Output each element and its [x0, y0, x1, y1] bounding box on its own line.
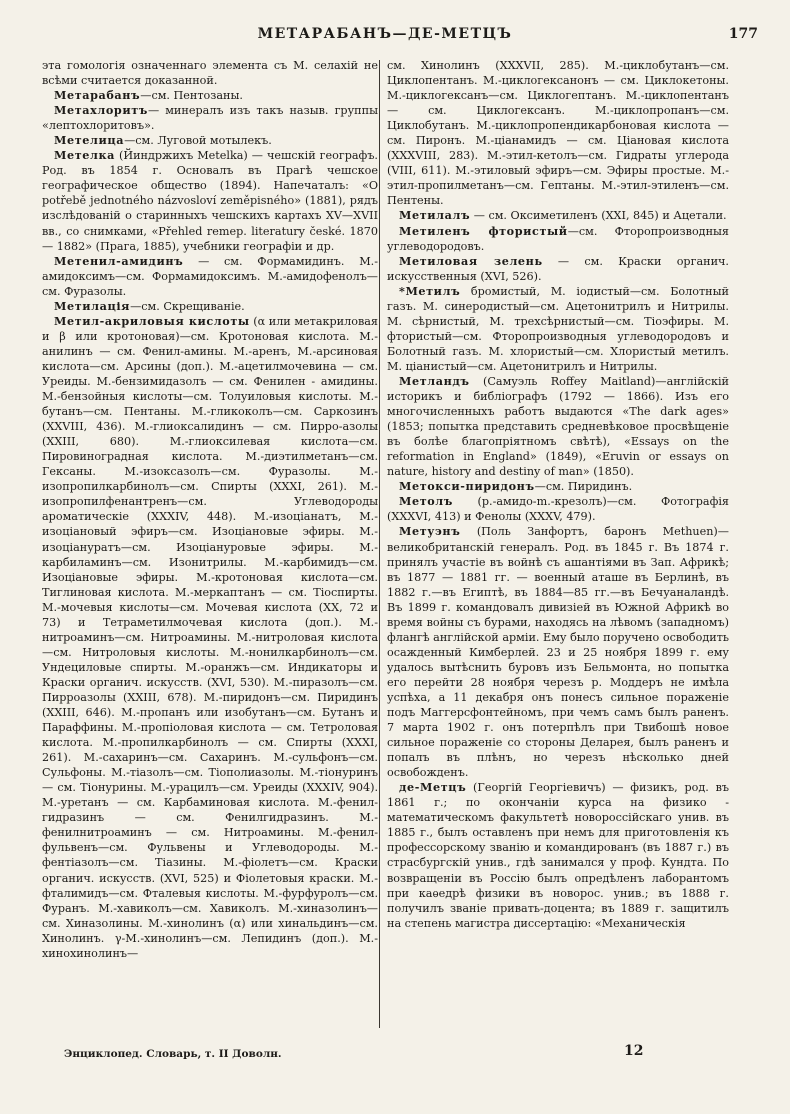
- entry-headword: Метахлоритъ: [54, 103, 148, 118]
- entry-text: (Йиндржихъ Metelka) — чешскій географъ. Род. въ 1854 г. Основалъ въ Прагѣ чешское географическое общество (1894). Напечаталъ: «O potřebě jednotného názvosloví zeměpisného» (1881), рядъ изслѣдованій о старинныхъ чешскихъ картахъ XV—XVII вв., со снимками, «Přehled remep. literatury české. 1870 — 1882» (Прага, 1885), учебники географіи и др.: [42, 149, 378, 253]
- entry-headword: Метилація: [54, 298, 131, 313]
- dictionary-entry: [387, 494, 729, 524]
- entry-text: —см. Пиридинъ.: [534, 480, 633, 494]
- dictionary-entry: [387, 284, 729, 374]
- entry-text: — см. Оксиметиленъ (XXI, 845) и Ацетали.: [470, 209, 727, 223]
- entry-text: бромистый, М. іодистый—см. Болотный газъ. М. синеродистый—см. Ацетонитрилъ и Нитрилы. М. сѣрнистый, М. трехсѣрнистый—см. Тіоэфиры. М. фтористый—см. Фторопроизводныя углеводородовъ и Болотный газъ. М. хлористый—см. Хлористый метилъ. М. ціанистый—см. Ацетонитрилъ и Нитрилы.: [387, 284, 729, 373]
- dictionary-entry: [42, 148, 378, 253]
- dictionary-entry: [387, 58, 729, 208]
- dictionary-entry: [42, 133, 378, 148]
- dictionary-entry: [42, 103, 378, 133]
- dictionary-entry: [42, 299, 378, 314]
- entry-text: —см. Луговой мотылекъ.: [124, 134, 272, 148]
- entry-text: (Георгій Георгіевичъ) — физикъ, род. въ 1861 г.; по окончаніи курса на физико - математическомъ факультетѣ новороссійскаго унив. въ 1885 г., былъ оставленъ при немъ для приготовленія къ профессорскому званію и командированъ (въ 1887 г.) въ страсбургскій унив., гдѣ занимался у проф. Кундта. По возвращеніи въ Россію былъ опредѣленъ лаборантомъ при каѳедрѣ физики въ новорос. унив.; въ 1888 г. получилъ званіе привать-доцента; въ 1889 г. защитилъ на степень магистра диссертацію: «Механическія: [387, 781, 729, 930]
- left-column: [42, 58, 378, 961]
- column-divider: [379, 60, 380, 1028]
- entry-text: — минералъ изъ такъ назыв. группы «лептохлоритовъ».: [42, 104, 378, 133]
- entry-headword: Метелица: [54, 133, 125, 148]
- entry-headword: Метолъ: [399, 494, 453, 509]
- entry-text: — см. Краски органич. искусственныя (XVI, 526).: [387, 254, 729, 283]
- dictionary-entry: [387, 374, 729, 479]
- entry-headword: Метелка: [54, 148, 115, 163]
- entry-text: (α или метакриловая и β или кротоновая)—см. Кротоновая кислота. М.-анилинъ — см. Фенил-амины. М.-аренъ, М.-арсиновая кислота—см. Арсины (доп.). М.-ацетилмочевина — см. Уреиды. М.-бензимидазолъ — см. Фенилен - амидины. М.-бензойныя кислоты—см. Толуиловыя кислоты. М.-бутанъ—см. Пентаны. М.-гликоколъ—см. Саркозинъ (XXVIII, 436). М.-глиоксалидинъ — см. Пирро-азолы (XXIII, 680). М.-глиоксилевая кислота—см. Пировиноградная кислота. М.-диэтилметанъ—см. Гексаны. М.-изоксазолъ—см. Фуразолы. М.-изопропилкарбинолъ—см. Спирты (XXXI, 261). М.-изопропилфенантренъ—см. Углеводороды ароматическіе (XXXIV, 448). М.-изоціанатъ, М.-изоціановый эфиръ—см. Изоціановые эфиры. М.-изоціануратъ—см. Изоціануровые эфиры. М.-карбиламинъ—см. Изонитрилы. М.-карбимидъ—см. Изоціановые эфиры. М.-кротоновая кислота—см. Тиглиновая кислота. М.-меркаптанъ — см. Тіоспирты. М.-мочевыя кислоты—см. Мочевая кислота (XX, 72 и 73) и Тетраметилмочевая кислота (доп.). М.-нитроаминъ—см. Нитроамины. М.-нитроловая кислота—см. Нитроловыя кислоты. М.-нонилкарбинолъ—см. Ундециловые спирты. М.-оранжъ—см. Индикаторы и Краски органич. искусств. (XVI, 530). М.-пиразолъ—см. Пирроазолы (XXIII, 678). М.-пиридонъ—см. Пиридинъ (XXIII, 646). М.-пропанъ или изобутанъ—см. Бутанъ и Параффины. М.-пропіоловая кислота — см. Тетроловая кислота. М.-пропилкарбинолъ — см. Спирты (XXXI, 261). М.-сахаринъ—см. Сахаринъ. М.-сульфонъ—см. Сульфоны. М.-тіазолъ—см. Тіополиазолы. М.-тіонуринъ — см. Тіонурины. М.-урацилъ—см. Уреиды (XXXIV, 904). М.-уретанъ — см. Карбаминовая кислота. М.-фенил-гидразинъ — см. Фенилгидразинъ. М.-фенилнитроаминъ — см. Нитроамины. М.-фенил-фульвенъ—см. Фульвены и Углеводороды. М.-фентіазолъ—см. Тіазины. М.-фіолетъ—см. Краски органич. искусств. (XVI, 525) и Фіолетовыя краски. М.-фталимидъ—см. Фталевыя кислоты. М.-фурфуролъ—см. Фуранъ. М.-хавиколъ—см. Хавиколъ. М.-хиназолинъ—см. Хиназолины. М.-хинолинъ (α) или хинальдинъ—см. Хинолинъ. γ-М.-хинолинъ—см. Лепидинъ (доп.). М.-хинохинолинъ—: [42, 314, 378, 960]
- dictionary-entry: [387, 208, 729, 223]
- dictionary-entry: [387, 780, 729, 930]
- dictionary-entry: [42, 58, 378, 88]
- entry-headword: *Метилъ: [399, 283, 461, 298]
- entry-headword: Метилалъ: [399, 208, 471, 223]
- entry-text: —см. Пентозаны.: [140, 89, 243, 103]
- entry-headword: Метиленъ фтористый: [399, 223, 568, 238]
- entry-text: (p.-амидо-m.-крезолъ)—см. Фотографія (XXXVI, 413) и Фенолы (XXXV, 479).: [387, 495, 729, 524]
- entry-headword: Метуэнъ: [399, 524, 461, 539]
- entry-text: см. Хинолинъ (XXXVII, 285). М.-циклобутанъ—см. Циклопентанъ. М.-циклогексанонъ — см. Циклокетоны. М.-циклогексанъ—см. Циклогептанъ. М.-циклопентанъ — см. Циклогексанъ. М.-циклопропанъ—см. Циклобутанъ. М.-циклопропендикарбоновая кислота — см. Пиронъ. М.-ціанамидъ — см. Ціановая кислота (XXXVIII, 283). М.-этил-кетолъ—см. Гидраты углерода (VIII, 611). М.-этиловый эфиръ—см. Эфиры простые. М.-этил-пропилметанъ—см. Гептаны. М.-этил-этиленъ—см. Пентены.: [387, 59, 729, 208]
- entry-text: (Поль Занфортъ, баронъ Methuen)—великобританскій генералъ. Род. въ 1845 г. Въ 1874 г. принялъ участіе въ войнѣ съ ашантіями въ Зап. Африкѣ; въ 1877 — 1881 гг. — военный аташе въ Берлинѣ, въ 1882 г.—въ Египтѣ, въ 1884—85 гг.—въ Бечуаналандѣ. Въ 1899 г. командовалъ дивизіей въ Южной Африкѣ во время войны съ бурами, находясь на лѣвомъ (западномъ) флангѣ англійской арміи. Ему было поручено освободить осажденный Кимберлей. 23 и 25 ноября 1899 г. ему удалось вытѣснить буровъ изъ Бельмонта, но попытка его перейти 28 ноября черезъ р. Моддеръ не имѣла успѣха, а 11 декабря онъ понесъ сильное пораженіе подъ Маггерсфонтейномъ, при чемъ самъ былъ раненъ. 7 марта 1902 г. онъ потерпѣлъ при Твибошѣ новое сильное пораженіе со стороны Деларея, былъ раненъ и попалъ въ плѣнъ, но черезъ нѣсколько дней освобожденъ.: [387, 525, 729, 780]
- footer-signature: Энциклопед. Словарь, т. II Доволн.: [64, 1048, 282, 1060]
- entry-headword: де-Метцъ: [399, 780, 467, 795]
- dictionary-entry: [42, 314, 378, 961]
- right-column: [387, 58, 729, 931]
- entry-headword: Метенил-амидинъ: [54, 253, 184, 268]
- dictionary-entry: [387, 254, 729, 284]
- entry-headword: Метландъ: [399, 373, 470, 388]
- entry-headword: Метокси-пиридонъ: [399, 479, 535, 494]
- entry-text: — см. Формамидинъ. М.-амидоксимъ—см. Формамидоксимъ. М.-амидофенолъ—см. Фуразолы.: [42, 254, 378, 298]
- dictionary-entry: [42, 88, 378, 103]
- entry-text: —см. Скрещиваніе.: [130, 299, 245, 313]
- dictionary-entry: [42, 254, 378, 299]
- dictionary-entry: [387, 524, 729, 780]
- entry-headword: Метил-акриловыя кислоты: [54, 313, 250, 328]
- running-head: МЕТАРАБАНЪ—ДЕ-МЕТЦЪ: [257, 26, 513, 42]
- entry-headword: Метарабанъ: [54, 88, 141, 103]
- entry-headword: Метиловая зелень: [399, 253, 543, 268]
- entry-text: эта гомологія означеннаго элемента съ М. селахій не всѣми считается доказанной.: [42, 59, 378, 88]
- entry-text: (Самуэль Roffey Maitland)—англійскій историкъ и библіографъ (1792 — 1866). Изъ его многочисленныхъ работъ выдаются «The dark ages» (1853; попытка представить средневѣковое просвѣщеніе въ болѣе благопріятномъ свѣтѣ), «Essays on the reformation in England» (1849), «Eruvin or essays on nature, history and destiny of man» (1850).: [387, 374, 729, 479]
- entry-text: —см. Фторопроизводныя углеводородовъ.: [387, 224, 729, 253]
- page-number: 177: [728, 26, 758, 42]
- footer-sheet-number: 12: [624, 1043, 644, 1059]
- dictionary-entry: [387, 224, 729, 254]
- dictionary-entry: [387, 479, 729, 494]
